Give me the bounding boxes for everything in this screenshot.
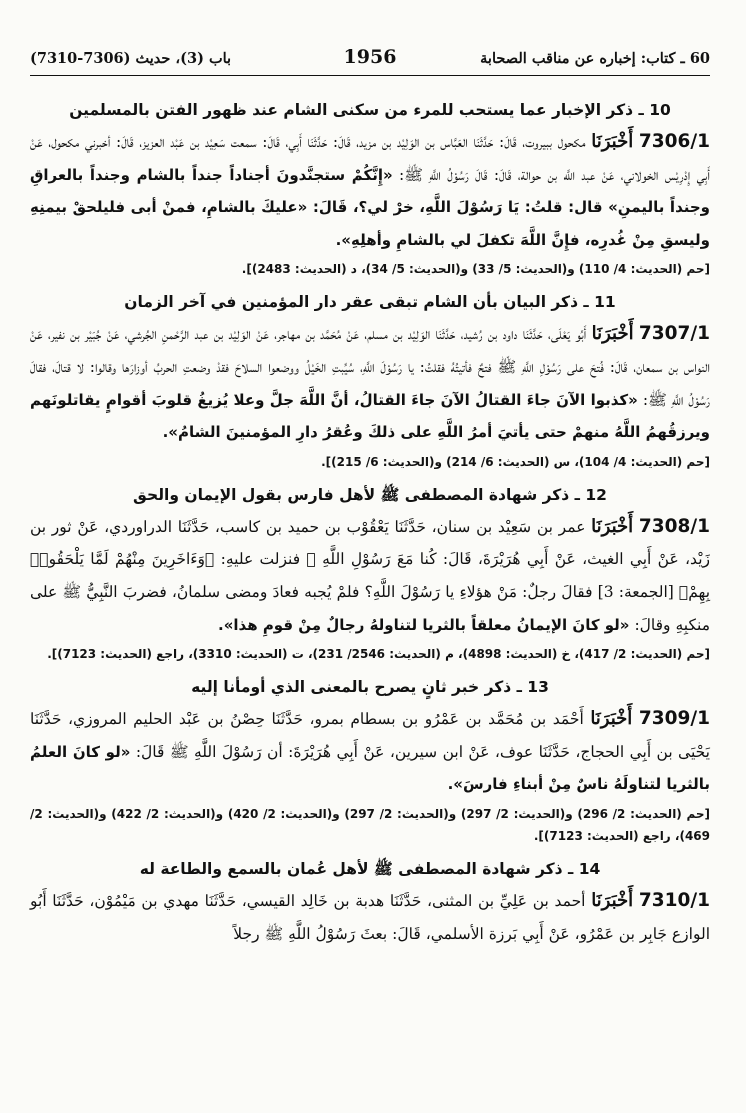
hadith-text: «لو كانَ العلمُ بالثريا لتناولَهُ ناسٌ مِنْ أبناءِ فارسَ». (30, 742, 710, 794)
section-heading: 12 ـ ذكر شهادة المصطفى ﷺ لأهل فارس بقول الإيمان والحق (133, 485, 607, 504)
hadith-opening: أَخْبَرَنَا (591, 131, 634, 152)
hadith-number: 7309/1 (638, 708, 710, 730)
hadith-entry (30, 511, 710, 641)
section-range: باب (3)، حديث (7306-7310) (30, 50, 232, 67)
hadith-references: [حم (الحديث: 2/ 296) و(الحديث: 2/ 297) و(الحديث: 2/ 297) و(الحديث: 2/ 420) و(الحديث: 2/ 422) و(الحديث: 2/ 469)، راجع (الحديث: 7123)]. (30, 806, 711, 843)
hadith-entry (30, 703, 710, 801)
hadith-text: «إِنَّكُمْ ستجنَّدونَ أجناداً جنداً بالشام وجنداً بالعراقِ وجنداً باليمنِ» قال: قلتُ: يَا رَسُوْلَ اللَّهِ، خرْ لي؟، قَالَ: «عليكَ بالشامِ، فمنْ أبى فليلحقْ بيمنِهِ وليسقِ مِنْ غُدرِه، فإِنَّ اللَّهَ تكفلَ لي بالشامِ وأهلِهِ». (30, 165, 710, 249)
header-rule (30, 75, 710, 76)
hadith-chain: أحمد بن عَلِيِّ بن المثنى، حَدَّثَنَا هدبة بن خَالِد القيسي، حَدَّثَنَا مهدي بن مَيْمُوْن، حَدَّثَنَا أَبُو الوازع جَابِر بن عَمْرُو، عَنْ أَبِي بَرزة الأسلمي، قَالَ: بعثَ رَسُوْلُ اللَّهِ ﷺ رجلاً (30, 891, 710, 943)
hadith-opening: أَخْبَرَنَا (591, 515, 634, 537)
hadith-text: «لو كانَ الإيمانُ معلقاً بالثريا لتناولهُ رجالٌ مِنْ قومِ هذا». (218, 615, 630, 634)
hadith-opening: أَخْبَرَنَا (590, 708, 633, 730)
section-heading: 10 ـ ذكر الإخبار عما يستحب للمرء من سكنى الشام عند ظهور الفتن بالمسلمين (69, 101, 671, 119)
hadith-entry (30, 885, 710, 950)
section-heading: 14 ـ ذكر شهادة المصطفى ﷺ لأهل عُمان بالسمع والطاعة له (139, 859, 601, 878)
hadith-opening: أَخْبَرَنَا (591, 323, 634, 345)
hadith-entry (30, 318, 710, 448)
hadith-chain: عمر بن سَعِيْد بن سنان، حَدَّثَنَا يَعْقُوْب بن حميد بن كاسب، حَدَّثَنَا الدراوردي، عَنْ ثور بن زَيْد، عَنْ أَبِي الغيث، عَنْ أَبِي هُرَيْرَةَ، قَالَ: كُنا مَعَ رَسُوْلِ اللَّهِ ﷺ فنزلت عليهِ: ﴿وَءَاخَرِينَ مِنْهُمْ لَمَّا يَلْحَقُوا۟ بِهِمْ﴾ [الجمعة: 3] فقالَ رجلٌ: مَنْ هؤلاءِ يا رَسُوْلَ اللَّهِ؟ فلمْ يُجبه فعادَ ومضى سلمانُ، فضربَ النَّبِيُّ ﷺ على منكبِهِ وقالَ: (30, 517, 711, 634)
hadith-number: 7307/1 (638, 323, 710, 345)
hadith-references: [حم (الحديث: 4/ 104)، س (الحديث: 6/ 214) و(الحديث: 6/ 215)]. (321, 454, 710, 469)
page-number: 1956 (343, 46, 397, 68)
page-content (30, 96, 710, 950)
hadith-entry (30, 126, 710, 256)
hadith-chain: مكحول ببيروت، قَالَ: حَدَّثَنَا العَبَّاس بن الوَلِيْد بن مزيد، قَالَ: حَدَّثَنَا أَبِي، قَالَ: سمعت سَعِيْد بن عَبْد العزيز، قَالَ: أخبرني مكحول، عَنْ أَبِي إِدْرِيْس الخولاني، عَنْ عبد اللَّه بن حوالة، قَالَ: قَالَ رَسُوْلُ اللَّهِ ﷺ: (30, 133, 711, 184)
hadith-opening: أَخْبَرَنَا (591, 889, 634, 911)
running-header (30, 44, 710, 72)
hadith-number: 7310/1 (638, 889, 710, 911)
hadith-number: 7308/1 (638, 515, 710, 537)
section-heading: 13 ـ ذكر خبر ثانٍ يصرح بالمعنى الذي أومأنا إليه (191, 678, 549, 697)
hadith-number: 7306/1 (638, 131, 710, 152)
hadith-references: [حم (الحديث: 2/ 417)، خ (الحديث: 4898)، م (الحديث: 2546/ 231)، ت (الحديث: 3310)، راجع (الحديث: 7123)]. (47, 647, 710, 662)
chapter-title: 60 ـ كتاب: إخباره عن مناقب الصحابة (480, 50, 710, 67)
hadith-references: [حم (الحديث: 4/ 110) و(الحديث: 5/ 33) و(الحديث: 5/ 34)، د (الحديث: 2483)]. (241, 262, 710, 277)
hadith-chain: أَبُو يَعْلَى، حَدَّثَنَا داود بن رُشيد، حَدَّثَنَا الوَلِيْد بن مسلم، عَنْ مُحَمَّد بن مهاجر، عَنْ الوَلِيْد بن عبد الرَّحْمنِ الجُرشي، عَنْ جُبَيْر بن نفير، عَنْ النواس بن سمعان، قَالَ: فُتحَ على رَسُوْلِ اللَّهِ ﷺ فتحٌ فأتيتُهُ فقلتُ: يا رَسُوْلَ اللَّهِ، سُيِّبتِ الخَيْلُ ووضعوا السلاحَ فقدْ وضعتِ الحربُ أوزارَها وقالوا: لا قتالَ، فقالَ رَسُوْلُ اللَّهِ ﷺ: (30, 325, 710, 409)
hadith-text: «كذبوا الآنَ جاءَ القتالُ الآنَ جاءَ القتالُ، أنَّ اللَّهَ جلَّ وعلا يُزيغُ قلوبَ أقوامٍ يقاتلونَهم ويرزقُهمُ اللَّهُ منهمْ حتى يأتيَ أمرُ اللَّهِ على ذلكَ وعُقرُ دارِ المؤمنينَ الشامُ». (30, 390, 710, 442)
hadith-chain: أَحْمَد بن مُحَمَّد بن عَمْرُو بن بسطام بمرو، حَدَّثَنَا حِصْنُ بن عَبْد الحليم المروزي، حَدَّثَنَا يَحْيَى بن أَبِي الحجاج، حَدَّثَنَا عوف، عَنْ ابن سيرين، عَنْ أَبِي هُرَيْرَةَ: أن رَسُوْلَ اللَّهِ ﷺ قَالَ: (30, 710, 710, 761)
section-heading: 11 ـ ذكر البيان بأن الشام تبقى عقر دار المؤمنين في آخر الزمان (124, 293, 616, 312)
